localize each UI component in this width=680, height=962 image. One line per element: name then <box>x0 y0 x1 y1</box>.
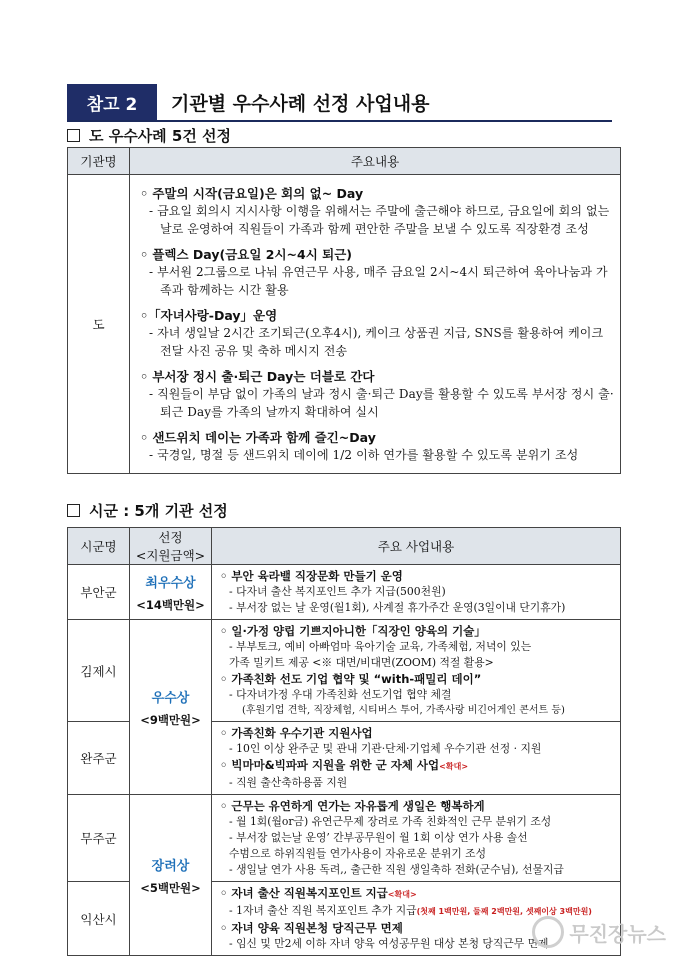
col-content: 주요내용 <box>130 148 621 175</box>
business-heading: ◦ 자녀 출산 직원복지포인트 지급<확대> <box>220 886 417 900</box>
business-detail: 가족 밀키트 제공 <※ 대면/비대면(ZOOM) 적절 활용> <box>229 656 494 669</box>
watermark-logo-icon <box>532 916 564 948</box>
content-cell <box>212 620 621 722</box>
list-item-detail: - 국경일, 명절 등 샌드위치 데이에 1/2 이하 연가를 활용할 수 있도록 분위기 조성 <box>149 448 579 462</box>
award-amount: <9백만원> <box>140 712 201 727</box>
business-heading: ◦ 가족친화 우수기관 지원사업 <box>220 726 373 740</box>
list-item-detail: - 자녀 생일날 2시간 조기퇴근(오후4시), 케이크 상품권 지급, SNS를 활용하여 케이크 전달 사진 공유 및 축하 메시지 전송 <box>149 326 604 358</box>
award-cell <box>130 795 212 956</box>
list-item-detail: - 금요일 회의시 지시사항 이행을 위해서는 주말에 출근해야 하므로, 금요일에 회의 없는 날로 운영하여 직원들이 가족과 함께 편안한 주말을 보낼 수 있도록 직장환경 조성 <box>149 204 610 236</box>
business-detail: - 부서장 없는 날 운영(월1회), 사계절 휴가주간 운영(3일이내 단기휴가) <box>229 601 566 614</box>
agency-cell: 도 <box>68 175 130 474</box>
business-subnote: (후원기업 견학, 직장체험, 시티버스 투어, 가족사랑 비긴어게인 콘서트 등) <box>242 705 565 716</box>
col-content: 주요 사업내용 <box>212 528 621 565</box>
content-cell <box>212 795 621 882</box>
business-detail: - 월 1회(월or금) 유연근무제 장려로 가족 친화적인 근무 분위기 조성 <box>229 815 552 828</box>
content-cell <box>212 565 621 620</box>
business-heading: ◦ 가족친화 선도 기업 협약 및 “with-패밀리 데이” <box>220 672 482 686</box>
award-amount: <14백만원> <box>136 597 205 612</box>
business-detail: - 부부토크, 예비 아빠엄마 육아기술 교육, 가족체험, 저녁이 있는 <box>229 640 532 653</box>
business-heading: ◦ 자녀 양육 직원본청 당직근무 면제 <box>220 921 403 935</box>
business-detail: - 생일날 연가 사용 독려,, 출근한 직원 생일축하 전화(군수님), 선물지급 <box>229 863 564 876</box>
list-item-heading: ◦ 샌드위치 데이는 가족과 함께 즐긴~Day <box>140 430 376 445</box>
col-award: 선정 <지원금액> <box>130 528 212 565</box>
award-label: 우수상 <box>151 690 190 706</box>
table-header-row <box>68 528 621 565</box>
list-item-detail: - 부서원 2그룹으로 나눠 유연근무 사용, 매주 금요일 2시~4시 퇴근하여 육아나눔과 가족과 함께하는 시간 활용 <box>149 265 608 297</box>
business-detail: - 직원 출산축하용품 지원 <box>229 776 348 789</box>
checkbox-square-icon <box>67 129 80 142</box>
business-detail: - 부서장 없는날 운영’ 간부공무원이 월 1회 이상 연가 사용 솔선 <box>229 831 528 844</box>
table-row <box>68 175 621 474</box>
city-table <box>67 527 621 956</box>
award-label: 최우수상 <box>145 575 196 591</box>
business-detail: - 다자녀 출산 복지포인트 추가 지급(500천원) <box>229 585 446 598</box>
section2-heading: 시군 : 5개 기관 선정 <box>67 500 228 521</box>
business-detail: - 1자녀 출산 직원 복지포인트 추가 지급(첫째 1백만원, 둘째 2백만원, 셋째이상 3백만원) <box>229 904 592 917</box>
business-heading: ◦ 근무는 유연하게 연가는 자유롭게 생일은 행복하게 <box>220 799 485 813</box>
award-cell <box>130 620 212 795</box>
list-item-heading: ◦ 플렉스 Day(금요일 2시~4시 퇴근) <box>140 247 353 262</box>
page-title: 기관별 우수사례 선정 사업내용 <box>171 93 430 115</box>
city-cell: 완주군 <box>68 722 130 795</box>
bonus-note: (첫째 1백만원, 둘째 2백만원, 셋째이상 3백만원) <box>416 907 592 916</box>
business-heading: ◦ 빅마마&빅파파 지원을 위한 군 자체 사업<확대> <box>220 758 469 772</box>
city-cell: 익산시 <box>68 882 130 956</box>
checkbox-square-icon <box>67 504 80 517</box>
list-item-heading: ◦「자녀사랑-Day」운영 <box>140 308 278 323</box>
business-heading: ◦ 일·가정 양립 기쁘지아니한「직장인 양육의 기술」 <box>220 624 486 638</box>
expand-tag: <확대> <box>387 890 417 899</box>
content-cell <box>212 722 621 795</box>
title-badge: 참고 2 <box>67 84 157 120</box>
table-row <box>68 565 621 620</box>
city-cell: 무주군 <box>68 795 130 882</box>
item-list <box>140 184 614 464</box>
col-city: 시군명 <box>68 528 130 565</box>
award-amount: <5백만원> <box>140 880 201 895</box>
list-item-heading: ◦ 부서장 정시 출·퇴근 Day는 더블로 간다 <box>140 369 375 384</box>
award-cell <box>130 565 212 620</box>
list-item-detail: - 직원들이 부담 없이 가족의 날과 정시 출·퇴근 Day를 활용할 수 있도록 부서장 정시 출·퇴근 Day를 가족의 날까지 확대하여 실시 <box>149 387 614 419</box>
business-detail: - 다자녀가정 우대 가족친화 선도기업 협약 체결 <box>229 688 452 701</box>
province-table <box>67 147 621 474</box>
col-agency: 기관명 <box>68 148 130 175</box>
business-detail: - 10인 이상 완주군 및 관내 기관·단체·기업체 우수기관 선정 · 지원 <box>229 742 542 755</box>
award-label: 장려상 <box>151 858 190 874</box>
city-cell: 김제시 <box>68 620 130 722</box>
watermark: 무진장뉴스 <box>532 916 666 948</box>
business-detail: 수범으로 하위직원들 연가사용이 자유로운 분위기 조성 <box>229 847 487 860</box>
page-title-bar <box>67 84 612 122</box>
list-item-heading: ◦ 주말의 시작(금요일)은 회의 없~ Day <box>140 186 364 201</box>
section1-heading: 도 우수사례 5건 선정 <box>67 125 231 146</box>
city-cell: 부안군 <box>68 565 130 620</box>
business-heading: ◦ 부안 육라밸 직장문화 만들기 운영 <box>220 569 403 583</box>
business-detail: - 임신 및 만2세 이하 자녀 양육 여성공무원 대상 본청 당직근무 면제 <box>229 937 549 950</box>
content-cell <box>130 175 621 474</box>
table-row <box>68 795 621 882</box>
table-header-row <box>68 148 621 175</box>
table-row <box>68 620 621 722</box>
expand-tag: <확대> <box>439 762 469 771</box>
